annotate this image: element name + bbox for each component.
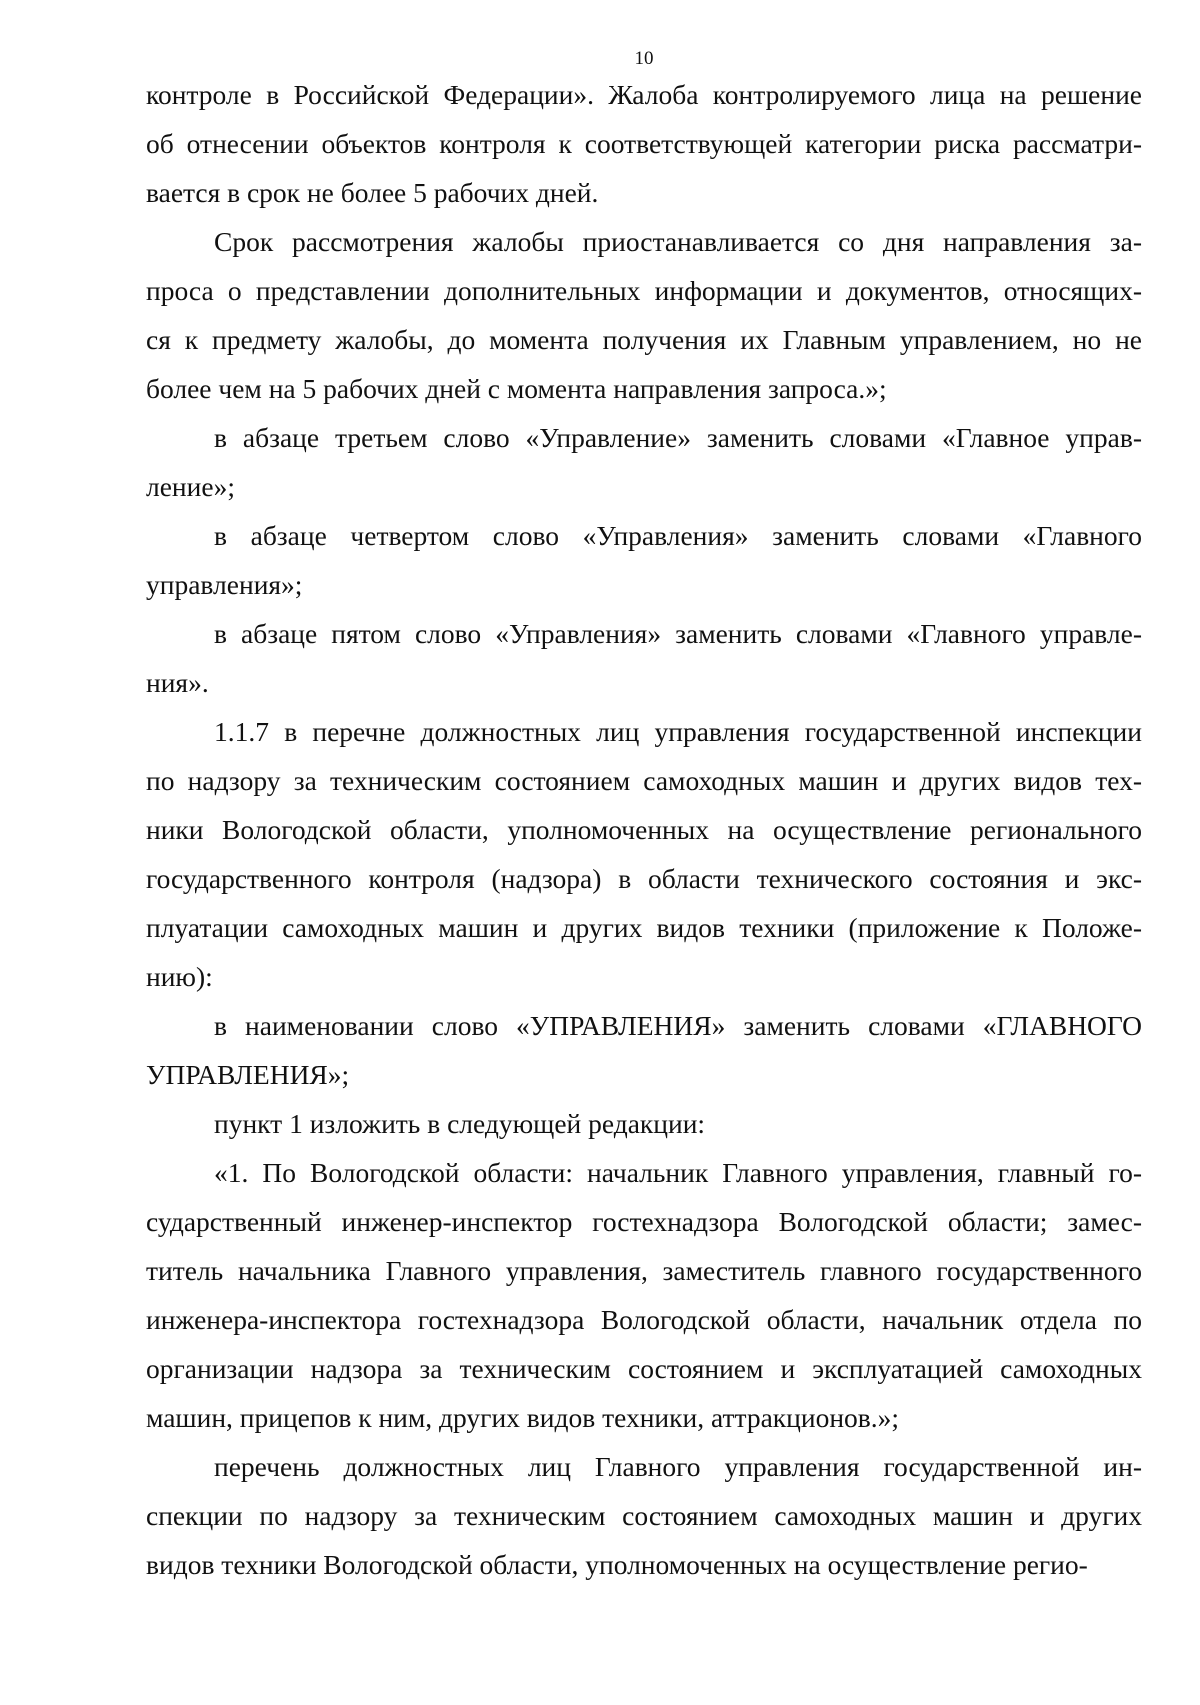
text-line: перечень должностных лиц Главного управления государственной ин- <box>214 1451 1142 1482</box>
text-line: видов техники Вологодской области, уполномоченных на осуществление регио- <box>146 1549 1088 1580</box>
page-number: 10 <box>634 48 654 69</box>
text-line: ся к предмету жалобы, до момента получения их Главным управлением, но не <box>146 324 1142 355</box>
text-line: плуатации самоходных машин и других видов техники (приложение к Положе- <box>146 912 1142 943</box>
paragraph <box>146 609 1142 707</box>
text-line: сударственный инженер-инспектор гостехнадзора Вологодской области; замес- <box>146 1206 1142 1237</box>
text-line: машин, прицепов к ним, других видов техники, аттракционов.»; <box>146 1402 900 1433</box>
paragraph <box>146 707 1142 1001</box>
text-line: Срок рассмотрения жалобы приостанавливается со дня направления за- <box>214 226 1142 257</box>
text-line: по надзору за техническим состоянием самоходных машин и других видов тех- <box>146 765 1142 796</box>
text-line: об отнесении объектов контроля к соответствующей категории риска рассматри- <box>146 128 1142 159</box>
paragraph <box>146 511 1142 609</box>
text-line: ния». <box>146 667 209 698</box>
text-line: ление»; <box>146 471 235 502</box>
paragraph <box>146 1001 1142 1099</box>
paragraph <box>146 70 1142 217</box>
text-line: «1. По Вологодской области: начальник Главного управления, главный го- <box>214 1157 1142 1188</box>
text-line: проса о представлении дополнительных информации и документов, относящих- <box>146 275 1142 306</box>
text-line: пункт 1 изложить в следующей редакции: <box>214 1108 706 1139</box>
text-line: в абзаце четвертом слово «Управления» заменить словами «Главного <box>214 520 1142 551</box>
text-line: 1.1.7 в перечне должностных лиц управления государственной инспекции <box>214 716 1142 747</box>
text-line: управления»; <box>146 569 303 600</box>
text-line: вается в срок не более 5 рабочих дней. <box>146 177 599 208</box>
text-line: в абзаце третьем слово «Управление» заменить словами «Главное управ- <box>214 422 1142 453</box>
text-line: спекции по надзору за техническим состоянием самоходных машин и других <box>146 1500 1142 1531</box>
text-line: контроле в Российской Федерации». Жалоба контролируемого лица на решение <box>146 79 1142 110</box>
text-line: организации надзора за техническим состоянием и эксплуатацией самоходных <box>146 1353 1142 1384</box>
paragraph <box>146 217 1142 413</box>
paragraph <box>146 1099 1142 1148</box>
text-line: более чем на 5 рабочих дней с момента направления запроса.»; <box>146 373 887 404</box>
text-line: УПРАВЛЕНИЯ»; <box>146 1059 350 1090</box>
text-line: ники Вологодской области, уполномоченных на осуществление регионального <box>146 814 1142 845</box>
text-line: государственного контроля (надзора) в области технического состояния и экс- <box>146 863 1142 894</box>
text-line: нию): <box>146 961 213 992</box>
text-line: в абзаце пятом слово «Управления» заменить словами «Главного управле- <box>214 618 1142 649</box>
text-line: в наименовании слово «УПРАВЛЕНИЯ» заменить словами «ГЛАВНОГО <box>214 1010 1142 1041</box>
text-line: титель начальника Главного управления, заместитель главного государственного <box>146 1255 1142 1286</box>
document-body <box>146 70 1142 1589</box>
paragraph <box>146 1442 1142 1589</box>
paragraph <box>146 1148 1142 1442</box>
text-line: инженера-инспектора гостехнадзора Вологодской области, начальник отдела по <box>146 1304 1142 1335</box>
paragraph <box>146 413 1142 511</box>
